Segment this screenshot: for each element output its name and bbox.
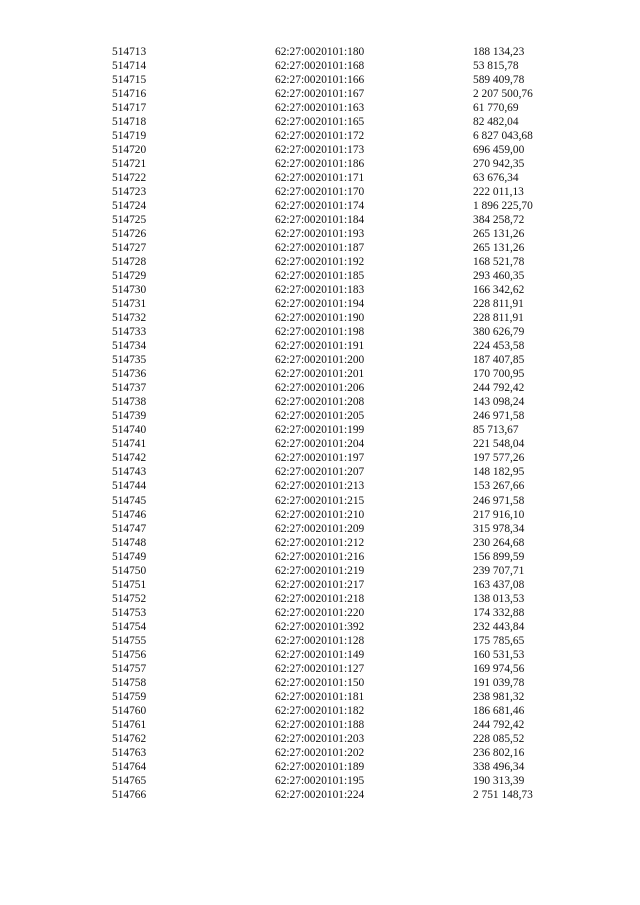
cadastral-number: 62:27:0020101:392 [275,620,365,633]
table-row [112,311,552,325]
table-row [112,564,552,578]
cadastral-value: 53 815,78 [473,60,519,73]
cadastral-value: 160 531,53 [473,648,525,661]
cadastral-value: 6 827 043,68 [473,130,533,143]
cadastral-value: 238 981,32 [473,690,525,703]
table-row [112,606,552,620]
cadastral-number: 62:27:0020101:192 [275,256,365,269]
cadastral-value: 168 521,78 [473,256,525,269]
row-number: 514745 [112,494,147,507]
cadastral-number: 62:27:0020101:200 [275,354,365,367]
cadastral-number: 62:27:0020101:181 [275,690,365,703]
cadastral-number: 62:27:0020101:216 [275,550,365,563]
cadastral-value: 232 443,84 [473,620,525,633]
cadastral-value: 244 792,42 [473,382,525,395]
cadastral-value: 166 342,62 [473,284,525,297]
cadastral-value: 197 577,26 [473,452,525,465]
row-number: 514714 [112,60,147,73]
row-number: 514760 [112,704,147,717]
row-number: 514747 [112,522,147,535]
table-row [112,213,552,227]
row-number: 514764 [112,760,147,773]
row-number: 514746 [112,508,147,521]
table-row [112,409,552,423]
cadastral-value: 217 916,10 [473,508,525,521]
cadastral-value: 143 098,24 [473,396,525,409]
cadastral-number: 62:27:0020101:182 [275,704,365,717]
cadastral-number: 62:27:0020101:168 [275,60,365,73]
row-number: 514720 [112,144,147,157]
cadastral-number: 62:27:0020101:150 [275,676,365,689]
table-row [112,788,552,802]
row-number: 514754 [112,620,147,633]
row-number: 514733 [112,326,147,339]
row-number: 514719 [112,130,147,143]
row-number: 514729 [112,270,147,283]
cadastral-value: 63 676,34 [473,172,519,185]
table-row [112,227,552,241]
table-row [112,760,552,774]
table-row [112,395,552,409]
cadastral-number: 62:27:0020101:174 [275,200,365,213]
cadastral-number: 62:27:0020101:163 [275,102,365,115]
table-row [112,578,552,592]
cadastral-value: 239 707,71 [473,564,525,577]
row-number: 514739 [112,410,147,423]
table-row [112,676,552,690]
row-number: 514713 [112,46,147,58]
table-row [112,718,552,732]
row-number: 514749 [112,550,147,563]
cadastral-number: 62:27:0020101:173 [275,144,365,157]
cadastral-value: 246 971,58 [473,494,525,507]
row-number: 514742 [112,452,147,465]
table-row [112,746,552,760]
row-number: 514752 [112,592,147,605]
row-number: 514721 [112,158,147,171]
table-row [112,634,552,648]
cadastral-number: 62:27:0020101:209 [275,522,365,535]
cadastral-number: 62:27:0020101:212 [275,536,365,549]
cadastral-number: 62:27:0020101:215 [275,494,365,507]
cadastral-number: 62:27:0020101:183 [275,284,365,297]
cadastral-number: 62:27:0020101:207 [275,466,365,479]
table-row [112,59,552,73]
row-number: 514763 [112,746,147,759]
table-row [112,494,552,508]
row-number: 514715 [112,74,147,87]
table-row [112,662,552,676]
table-row [112,536,552,550]
table-row [112,171,552,185]
cadastral-number: 62:27:0020101:190 [275,312,365,325]
cadastral-value: 222 011,13 [473,186,524,199]
table-row [112,283,552,297]
table-row [112,620,552,634]
table-row [112,353,552,367]
cadastral-value: 246 971,58 [473,410,525,423]
cadastral-number: 62:27:0020101:204 [275,438,365,451]
row-number: 514756 [112,648,147,661]
cadastral-value: 315 978,34 [473,522,525,535]
table-row [112,451,552,465]
row-number: 514734 [112,340,147,353]
table-row [112,550,552,564]
table-row [112,704,552,718]
table-row [112,381,552,395]
row-number: 514759 [112,690,147,703]
cadastral-number: 62:27:0020101:167 [275,88,365,101]
table-row [112,732,552,746]
cadastral-number: 62:27:0020101:188 [275,718,365,731]
row-number: 514737 [112,382,147,395]
table-row [112,101,552,115]
cadastral-number: 62:27:0020101:201 [275,368,365,381]
cadastral-number: 62:27:0020101:184 [275,214,365,227]
row-number: 514736 [112,368,147,381]
cadastral-number: 62:27:0020101:166 [275,74,365,87]
row-number: 514753 [112,606,147,619]
cadastral-value: 190 313,39 [473,774,525,787]
cadastral-number: 62:27:0020101:127 [275,662,365,675]
cadastral-value: 175 785,65 [473,634,525,647]
cadastral-value: 138 013,53 [473,592,525,605]
row-number: 514751 [112,578,147,591]
cadastral-value: 170 700,95 [473,368,525,381]
table-row [112,522,552,536]
row-number: 514765 [112,774,147,787]
cadastral-number: 62:27:0020101:171 [275,172,365,185]
cadastral-value: 82 482,04 [473,116,519,129]
cadastral-value: 187 407,85 [473,354,525,367]
row-number: 514755 [112,634,147,647]
row-number: 514743 [112,466,147,479]
cadastral-number: 62:27:0020101:208 [275,396,365,409]
row-number: 514738 [112,396,147,409]
table-row [112,129,552,143]
row-number: 514750 [112,564,147,577]
cadastral-number: 62:27:0020101:210 [275,508,365,521]
row-number: 514730 [112,284,147,297]
cadastral-number: 62:27:0020101:224 [275,788,365,801]
row-number: 514724 [112,200,147,213]
cadastral-value: 153 267,66 [473,480,525,493]
cadastral-value: 61 770,69 [473,102,519,115]
table-row [112,255,552,269]
cadastral-number: 62:27:0020101:194 [275,298,365,311]
cadastral-number: 62:27:0020101:189 [275,760,365,773]
table-row [112,73,552,87]
row-number: 514758 [112,676,147,689]
cadastral-number: 62:27:0020101:191 [275,340,365,353]
table-row [112,297,552,311]
cadastral-value: 188 134,23 [473,46,525,58]
cadastral-number: 62:27:0020101:165 [275,116,365,129]
cadastral-number: 62:27:0020101:199 [275,424,365,437]
cadastral-value: 186 681,46 [473,704,525,717]
row-number: 514726 [112,228,147,241]
cadastral-value: 270 942,35 [473,158,525,171]
row-number: 514727 [112,242,147,255]
table-row [112,690,552,704]
row-number: 514766 [112,788,147,801]
cadastral-number: 62:27:0020101:185 [275,270,365,283]
row-number: 514740 [112,424,147,437]
cadastral-number: 62:27:0020101:202 [275,746,365,759]
cadastral-value: 174 332,88 [473,606,525,619]
cadastral-value: 228 811,91 [473,298,524,311]
cadastral-value-table [112,45,552,802]
row-number: 514716 [112,88,147,101]
cadastral-value: 2 207 500,76 [473,88,533,101]
cadastral-number: 62:27:0020101:180 [275,46,365,58]
cadastral-number: 62:27:0020101:186 [275,158,365,171]
row-number: 514735 [112,354,147,367]
row-number: 514718 [112,116,147,129]
table-row [112,45,552,59]
cadastral-value: 244 792,42 [473,718,525,731]
cadastral-value: 148 182,95 [473,466,525,479]
cadastral-value: 224 453,58 [473,340,525,353]
cadastral-value: 265 131,26 [473,228,525,241]
cadastral-value: 380 626,79 [473,326,525,339]
cadastral-value: 265 131,26 [473,242,525,255]
table-row [112,648,552,662]
cadastral-value: 156 899,59 [473,550,525,563]
row-number: 514722 [112,172,147,185]
cadastral-number: 62:27:0020101:149 [275,648,365,661]
cadastral-value: 2 751 148,73 [473,788,533,801]
row-number: 514748 [112,536,147,549]
row-number: 514761 [112,718,147,731]
table-row [112,157,552,171]
table-row [112,185,552,199]
cadastral-number: 62:27:0020101:206 [275,382,365,395]
cadastral-number: 62:27:0020101:203 [275,732,365,745]
row-number: 514732 [112,312,147,325]
cadastral-number: 62:27:0020101:172 [275,130,365,143]
cadastral-number: 62:27:0020101:193 [275,228,365,241]
row-number: 514728 [112,256,147,269]
table-row [112,325,552,339]
row-number: 514731 [112,298,147,311]
cadastral-number: 62:27:0020101:198 [275,326,365,339]
row-number: 514723 [112,186,147,199]
table-row [112,143,552,157]
table-row [112,508,552,522]
table-row [112,87,552,101]
cadastral-number: 62:27:0020101:128 [275,634,365,647]
cadastral-value: 228 811,91 [473,312,524,325]
cadastral-number: 62:27:0020101:213 [275,480,365,493]
cadastral-value: 696 459,00 [473,144,525,157]
cadastral-value: 221 548,04 [473,438,525,451]
table-row [112,592,552,606]
table-row [112,241,552,255]
cadastral-number: 62:27:0020101:205 [275,410,365,423]
row-number: 514717 [112,102,147,115]
cadastral-number: 62:27:0020101:187 [275,242,365,255]
cadastral-value: 85 713,67 [473,424,519,437]
cadastral-number: 62:27:0020101:220 [275,606,365,619]
table-row [112,423,552,437]
cadastral-value: 338 496,34 [473,760,525,773]
cadastral-value: 1 896 225,70 [473,200,533,213]
cadastral-value: 169 974,56 [473,662,525,675]
table-row [112,479,552,493]
cadastral-number: 62:27:0020101:195 [275,774,365,787]
row-number: 514757 [112,662,147,675]
cadastral-number: 62:27:0020101:218 [275,592,365,605]
table-row [112,437,552,451]
cadastral-number: 62:27:0020101:217 [275,578,365,591]
cadastral-value: 228 085,52 [473,732,525,745]
cadastral-number: 62:27:0020101:197 [275,452,365,465]
table-row [112,339,552,353]
cadastral-value: 163 437,08 [473,578,525,591]
cadastral-value: 236 802,16 [473,746,525,759]
cadastral-value: 230 264,68 [473,536,525,549]
cadastral-number: 62:27:0020101:219 [275,564,365,577]
cadastral-value: 384 258,72 [473,214,525,227]
table-row [112,269,552,283]
row-number: 514744 [112,480,147,493]
table-row [112,115,552,129]
table-row [112,199,552,213]
cadastral-value: 589 409,78 [473,74,525,87]
table-row [112,774,552,788]
table-row [112,465,552,479]
table-row [112,367,552,381]
row-number: 514762 [112,732,147,745]
row-number: 514725 [112,214,147,227]
row-number: 514741 [112,438,147,451]
cadastral-value: 191 039,78 [473,676,525,689]
cadastral-value: 293 460,35 [473,270,525,283]
cadastral-number: 62:27:0020101:170 [275,186,365,199]
